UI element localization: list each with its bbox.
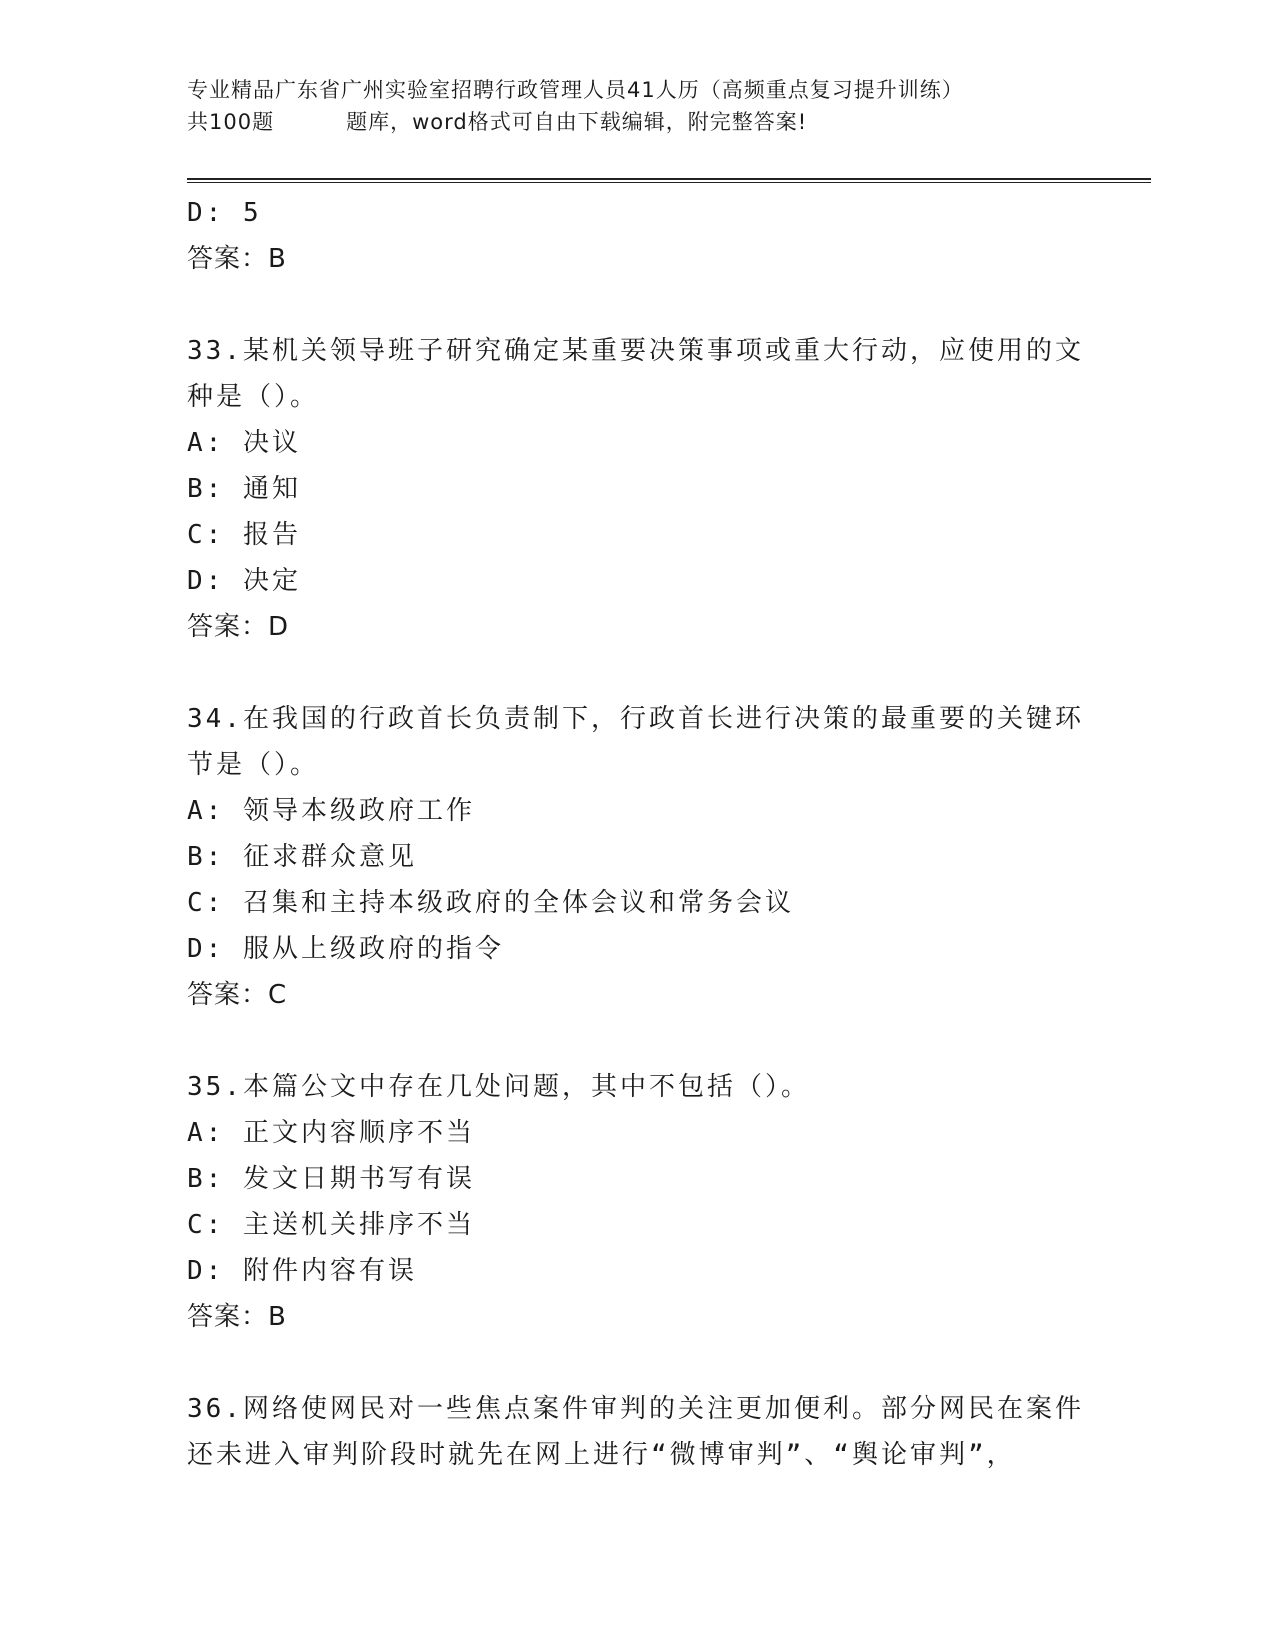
option-a: A: 领导本级政府工作 (187, 796, 475, 826)
answer-line: 答案：B (187, 244, 287, 274)
question-36 (187, 1386, 1087, 1478)
answer-line: 答案：B (187, 1302, 287, 1332)
question-stem: 36.网络使网民对一些焦点案件审判的关注更加便利。部分网民在案件 (187, 1394, 1084, 1424)
answer-line: 答案：D (187, 612, 290, 642)
option-a: A: 正文内容顺序不当 (187, 1118, 475, 1148)
question-previous-tail (187, 190, 1087, 282)
header-title: 专业精品广东省广州实验室招聘行政管理人员41人历（高频重点复习提升训练） (187, 78, 964, 102)
answer-line: 答案：C (187, 980, 288, 1010)
header-subtitle (187, 106, 1067, 138)
option-b: B: 通知 (187, 474, 301, 504)
document-body (187, 190, 1087, 1478)
question-stem-continued: 种是（）。 (187, 382, 320, 412)
question-33 (187, 328, 1087, 650)
option-b: B: 征求群众意见 (187, 842, 417, 872)
header-divider-thin (187, 182, 1151, 183)
option-a: A: 决议 (187, 428, 301, 458)
question-stem: 34.在我国的行政首长负责制下，行政首长进行决策的最重要的关键环 (187, 704, 1084, 734)
question-stem-continued: 节是（）。 (187, 750, 320, 780)
question-stem: 35.本篇公文中存在几处问题，其中不包括（）。 (187, 1072, 810, 1102)
option-d: D: 决定 (187, 566, 301, 596)
option-b: B: 发文日期书写有误 (187, 1164, 475, 1194)
document-header (187, 74, 1067, 138)
question-34 (187, 696, 1087, 1018)
header-description: 题库，word格式可自由下载编辑，附完整答案! (346, 110, 808, 134)
option-d: D: 5 (187, 198, 262, 228)
question-35 (187, 1064, 1087, 1340)
header-count: 共100题 (187, 110, 275, 134)
question-stem-continued: 还未进入审判阶段时就先在网上进行“微博审判”、“舆论审判”， (187, 1440, 1016, 1470)
option-d: D: 附件内容有误 (187, 1256, 417, 1286)
option-c: C: 报告 (187, 520, 301, 550)
option-d: D: 服从上级政府的指令 (187, 934, 504, 964)
option-c: C: 主送机关排序不当 (187, 1210, 475, 1240)
question-stem: 33.某机关领导班子研究确定某重要决策事项或重大行动，应使用的文 (187, 336, 1084, 366)
option-c: C: 召集和主持本级政府的全体会议和常务会议 (187, 888, 794, 918)
header-divider (187, 178, 1151, 180)
